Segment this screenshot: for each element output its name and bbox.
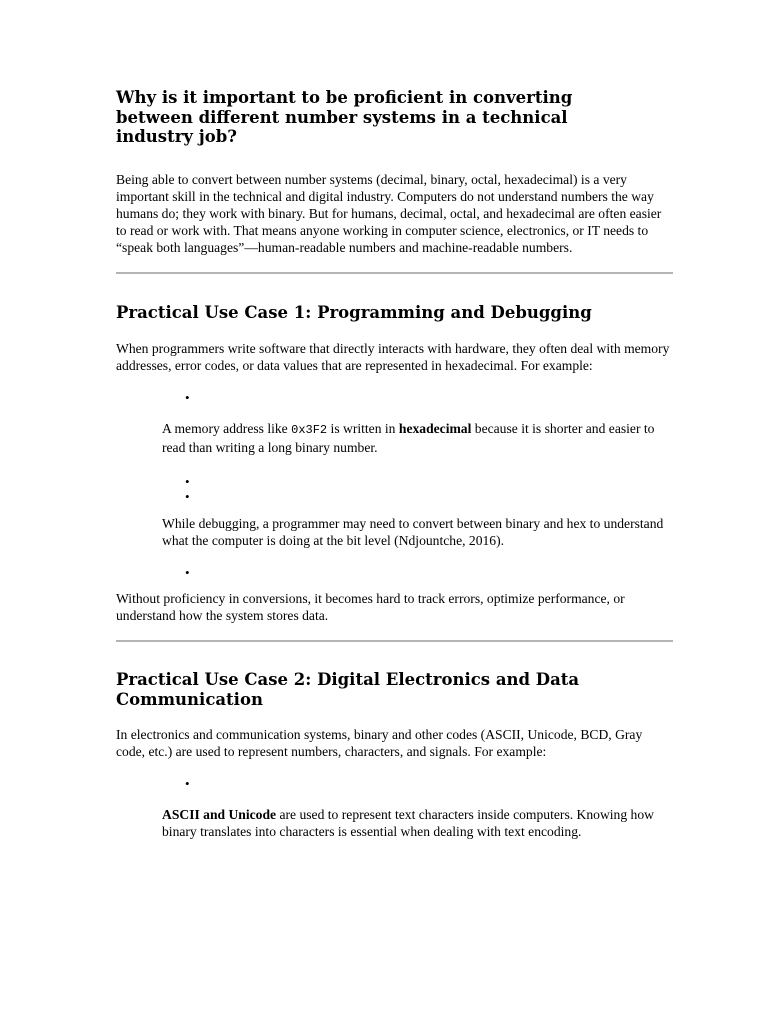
inline-code: 0x3F2 (291, 422, 328, 437)
case1-closing-paragraph: Without proficiency in conversions, it becomes hard to track errors, optimize performance, or understand how the system stores data. (116, 590, 625, 623)
bullet-glyph: • (185, 488, 190, 504)
document-page (116, 88, 673, 840)
empty-bullet (116, 487, 673, 504)
case1-item-debugging: While debugging, a programmer may need to convert between binary and hex to understand what the computer is doing at the bit level (Ndjountche, 2016). (162, 515, 664, 548)
intro-paragraph: Being able to convert between number systems (decimal, binary, octal, hexadecimal) is a very important skill in the technical and digital industry. Computers do not understand numbers the way humans do; they work with binary. But for humans, decimal, octal, and hexadecimal are often easier to read or work with. That means anyone working in computer science, electronics, or IT needs to “speak both languages”—human-readable numbers and machine-readable numbers. (116, 171, 662, 255)
case2-heading: Practical Use Case 2: Digital Electronics and Data Communication (116, 669, 580, 709)
bold-term: hexadecimal (398, 420, 472, 436)
bold-term: ASCII and Unicode (162, 806, 277, 822)
section-divider (116, 640, 673, 642)
item-text: are used to represent text characters inside computers. Knowing how binary translates into characters is essential when dealing with text encoding. (162, 806, 654, 839)
case1-item-memory-address (162, 420, 673, 456)
empty-bullet (116, 388, 673, 405)
case2-item-ascii-unicode (162, 806, 673, 840)
case1-heading: Practical Use Case 1: Programming and Debugging (116, 302, 592, 322)
bullet-glyph: • (185, 564, 190, 580)
item-text: because it is shorter and easier to read than writing a long binary number. (162, 420, 655, 455)
section-divider (116, 272, 673, 274)
bullet-glyph: • (185, 473, 190, 489)
empty-bullet (116, 774, 673, 791)
intro-heading: Why is it important to be proficient in converting between different number systems in a technical industry job? (116, 88, 573, 146)
case2-lead-paragraph: In electronics and communication systems, binary and other codes (ASCII, Unicode, BCD, Gray code, etc.) are used to represent numbers, characters, and signals. For example: (116, 726, 643, 759)
bullet-glyph: • (185, 775, 190, 791)
item-text: A memory address like (162, 420, 292, 436)
item-text: is written in (327, 420, 399, 436)
case1-lead-paragraph: When programmers write software that directly interacts with hardware, they often deal with memory addresses, error codes, or data values that are represented in hexadecimal. For example: (116, 340, 670, 373)
bullet-glyph: • (185, 389, 190, 405)
empty-bullet (116, 563, 673, 580)
